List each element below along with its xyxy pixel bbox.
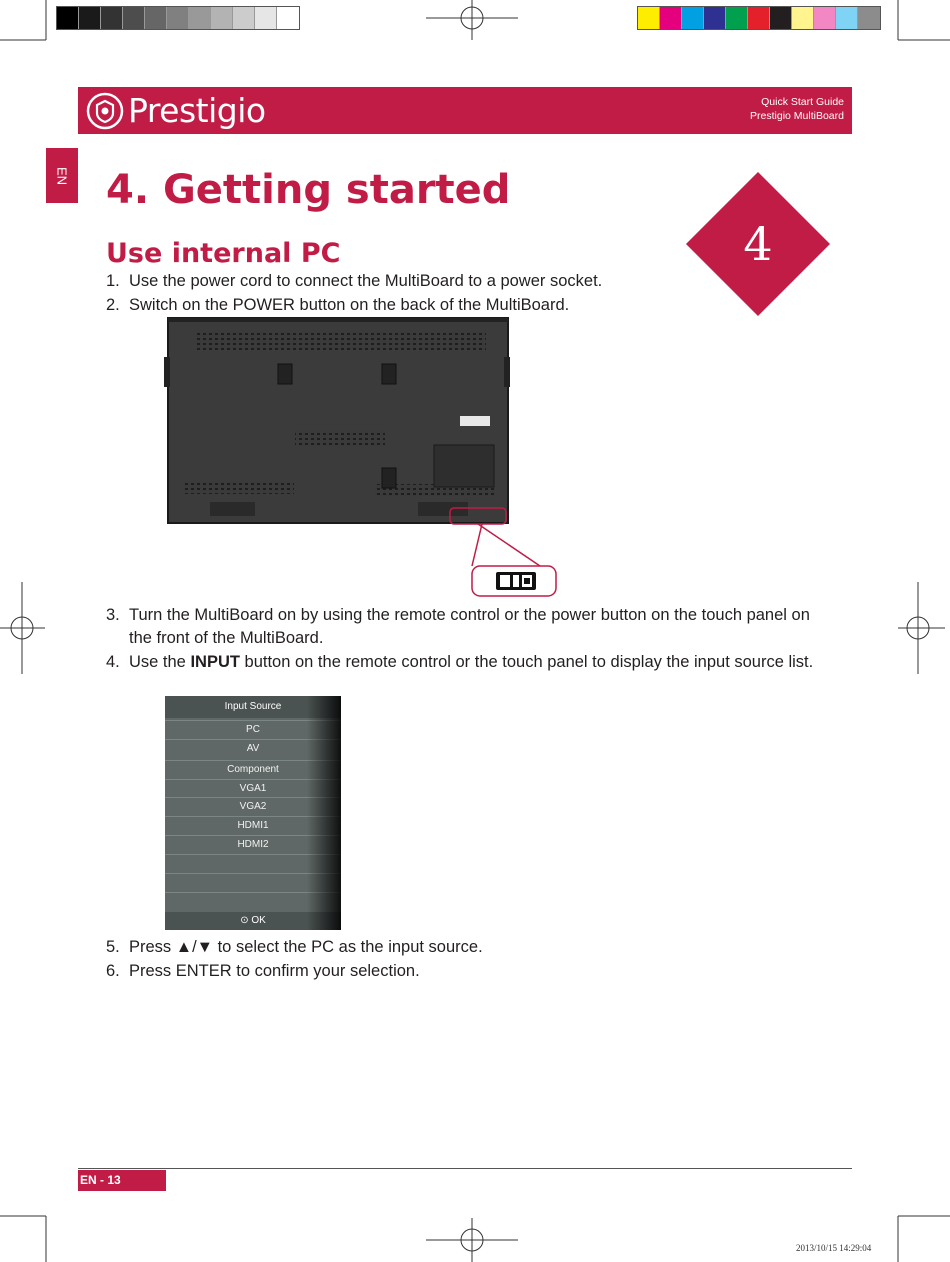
section-title: Use internal PC [106, 238, 341, 269]
menu-item: HDMI2 [165, 835, 341, 854]
guide-title: Quick Start Guide [761, 96, 844, 108]
menu-footer: ⊙ OK [165, 912, 341, 930]
step-item: 5. Press ▲/▼ to select the PC as the input source. [106, 938, 483, 956]
menu-shade [307, 696, 341, 930]
menu-item: VGA1 [165, 779, 341, 798]
arrow-keys-icon: ▲/▼ [175, 938, 214, 956]
input-source-menu [165, 696, 341, 930]
multiboard-back-image [160, 312, 570, 602]
menu-item: HDMI1 [165, 816, 341, 835]
menu-item: Component [165, 760, 341, 779]
step-item: 3. Turn the MultiBoard on by using the remote control or the power button on the touch panel on the front of the MultiBoard. [106, 606, 810, 647]
page-number: EN - 13 [78, 1170, 166, 1191]
header-info [750, 95, 844, 123]
menu-item: VGA2 [165, 797, 341, 816]
menu-title: Input Source [165, 696, 341, 718]
language-label: EN [54, 166, 70, 185]
step-item: 6. Press ENTER to confirm your selection. [106, 962, 420, 980]
page-title: 4. Getting started [106, 167, 511, 213]
registration-mark-right [898, 582, 945, 674]
brand-name: Prestigio [128, 91, 266, 130]
registration-mark-top [426, 0, 518, 40]
step-item: 2. Switch on the POWER button on the back of the MultiBoard. [106, 296, 570, 314]
registration-mark-bottom [426, 1218, 518, 1262]
brand-logo [86, 91, 266, 130]
chapter-number: 4 [743, 217, 773, 271]
prestigio-emblem-icon [86, 92, 124, 130]
menu-item: PC [165, 720, 341, 739]
step-item: 1. Use the power cord to connect the MultiBoard to a power socket. [106, 272, 603, 290]
language-tab [46, 148, 78, 203]
product-name: Prestigio MultiBoard [750, 110, 844, 122]
header-bar [78, 87, 852, 134]
step-item: 4. Use the INPUT button on the remote control or the touch panel to display the input source list. [106, 653, 814, 671]
print-timestamp: 2013/10/15 14:29:04 [796, 1243, 872, 1253]
menu-item: AV [165, 739, 341, 758]
footer-rule [78, 1168, 852, 1169]
registration-mark-left [0, 582, 45, 674]
